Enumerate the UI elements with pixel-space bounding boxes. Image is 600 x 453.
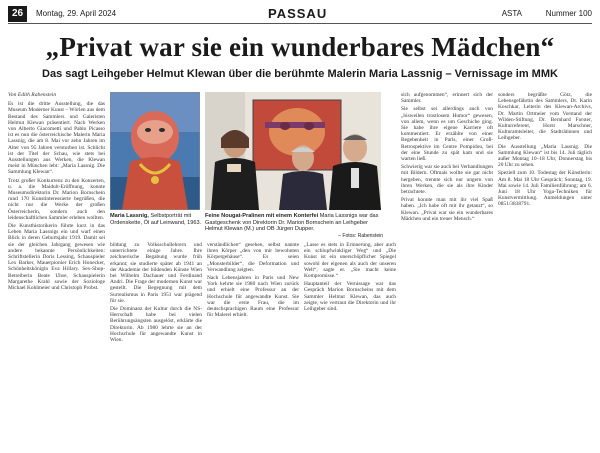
paragraph: bildung zu Volksschullehrern und unterrichtete einige Jahre. Ihre zeichnerische Begabung wurde früh erkannt; sie studierte später ab 1941 an der Akademie der bildenden Künste Wien bei Wilhelm Dachauer und Ferdinand Andri. Die Frage der modernen Kunst war gestellt. Die Begegnung mit dem Surrealismus in Paris 1951 war prägend für sie.: [110, 242, 202, 304]
text-column-2: [110, 242, 202, 448]
caption-title: Feine Nougat-Pralinen mit einem Konterfei: [205, 213, 319, 219]
article-subheadline: Das sagt Leihgeber Helmut Klewan über die berühmte Malerin Maria Lassnig – Vernissage im MMK: [42, 68, 558, 80]
paragraph: Speziell zum 10. Todestag der Künstlerin: Am 8. Mai 18 Uhr Gespräch; Sonntag, 19. Mai sowie 14. Juli Familienführung; am 6. Juni 18 Uhr Yoga-Techniken für Kunstvermittlung. Anmeldungen unter 0851/3838791.: [498, 170, 592, 208]
paragraph: Schwierig war sie auch bei Verhandlungen mit Bildern. Oftmals wollte sie gar nicht hergeben, trennte sich nur ungern von ihren Werken, die sie als ihre Kinder betrachtete.: [401, 164, 493, 196]
text-column-4: [304, 242, 396, 448]
paragraph: Es ist die dritte Ausstellung, die das Museum Moderner Kunst – Wörlen aus dem Bestand des Sammlers und Galeristen Helmut Klewan präsentiert. Nach Werken von Alberto Giacometti und Pablo Picasso ist es nun die österreichische Malerin Maria Lassnig, die am 8. Mai vor zehn Jahren im Alter von 95 Jahren verstorben ist. Schlicht ist der Titel der Schau, wie stets bei Ausstellungen aus Werken, die Klewan meist in München lebt: „Maria Lassnig. Die Sammlung Klewan“.: [8, 101, 105, 176]
text-column-6: [498, 92, 592, 448]
photo-caption-2: [205, 213, 383, 239]
paragraph: verständlichen“ gesehen, selbst nannte ihren Körper „den von mir bewohnten Körpergehäuse“. Es seien „Monsterbilder“, die Deformation und Verwandlung zeigten.: [207, 242, 299, 273]
text-column-1: [8, 92, 105, 448]
text-column-5: [401, 92, 493, 448]
caption-title: Maria Lassnig,: [110, 213, 149, 219]
header-rule: [8, 23, 592, 24]
paragraph: „Lasse es stets in Erinnerung, aber auch ein schlupfwinkliger Weg“ und „Die Kunst ist ein unerschöpflicher Spiegel sowohl der eigenen als auch der unseren Welt“, sagte er. „Sie macht keine Kompromisse.“: [304, 242, 396, 280]
paragraph: Die Kunsthistorikerin führte kurz in das Leben Maria Lassnigs ein und warf einen Blick in deren Geburtsjahr 1919. Damit sei sie der gleichen Jahrgang gewesen wie andere bekannte Persönlichkeiten: Schriftstellerin Doris Lessing, Schauspieler Lex Barker, Mauerpionier Erich Honecker, Schönheitskönigin Eva Hillary. Sex-Shop-Betreiberin Beate Uhse, Schauspielerin Margarethe Krahl sowie der Soziologe Michael Kohlmeier und Christoph Probst.: [8, 223, 105, 292]
paragraph: Die Ausstellung „Maria Lassnig. Die Sammlung Klewan“ ist bis 14. Juli täglich außer Montag 10–18 Uhr, Donnerstag bis 20 Uhr zu sehen.: [498, 143, 592, 169]
paragraph: Trotz großer Konkurrenz zu den Konzerten, u. a. die Maidult-Eröffnung, konnte Museumsdirektorin Dr. Marion Bornschein rund 170 Kunstinteressierte begrüßen, die nicht nur die Werke der großen Österreicherin, sondern auch den leidenschaftlichen Sammler erleben wollten.: [8, 177, 105, 221]
paragraph: Hauptanteil der Vernissage war das Gespräch Marion Bornscheins mit dem Sammler Helmut Klewan, das auch zeigte, wie vertraut die Direktorin und ihr Leihgeber sind.: [304, 281, 396, 313]
paragraph: sich aufgenommen“, erinnert sich der Sammler.: [401, 92, 493, 105]
paragraph: Die Dominanz der Kultur durch die NS-Herrschaft habe bei vielen Berührungsängsten ausgelöst, erklärte die Direktorin. Ab 1980 lehrte sie an der Hochschule für angewandte Kunst in Wien.: [110, 306, 202, 344]
paragraph: Sie selbst sei allerdings auch von „bisweilen trostlosem Humor“ gewesen, von allem, wenn es um Geschiche ging. Sie habe ihre eigene Karriere oft kommentiert. Er erzählte von einer Begebenheit in Paris, einer Groß-Retrospektive im Centre Pompidou, bei der eine Stunde zu spät kam und sie warten ließ.: [401, 106, 493, 163]
article-headline: „Privat war sie ein wunderbares Mädchen“: [45, 32, 555, 62]
painting-image: [110, 92, 200, 210]
caption-text: Selbstporträt mit Ordenskette, Öl auf Leinwand, 1963.: [110, 213, 202, 226]
photo-caption-1: [110, 213, 202, 226]
selfportrait-painting-photo: [110, 92, 200, 210]
page-number: 26: [8, 6, 27, 22]
issue-number: Nummer 100: [545, 9, 592, 18]
vernissage-group-photo: [205, 92, 381, 210]
page-header: [8, 6, 592, 22]
paragraph: sonders begrüßte Götz, die Lebensgefährtin des Sammlers, Dr. Karin Koschkar, Leiterin des Klewan-Archivs, Dr. Martin Ortmeier vom Vorstand der Wilden-Stiftung, Dr. Bernhard Forster, Kulturreferent, Horst Marschner, Kulturamtsleiter, die Stadträtinnen und Leihgeber.: [498, 92, 592, 142]
caption-text: Maria Lassnigs war das Gastgeschenk von Direktorin Dr. Marion Bornschein an Leihgeber Helmut Klewan (M.) und OB Jürgen Dupper.: [205, 213, 379, 233]
paragraph: Privat konnte man mit ihr viel Spaß haben. „Ich habe oft mit ihr getanzt“, so Klewan. „Privat war sie ein wunderbares Mädchen und ein treuer Mensch.“: [401, 197, 493, 222]
section-title: PASSAU: [268, 6, 328, 21]
paragraph: Nach Lebensjahren in Paris und New York kehrte sie 1980 nach Wien zurück und erhielt eine Professur an der Hochschule für angewandte Kunst. Sie war die erste Frau, die im deutschsprachigen Raum eine Professur für Malerei erhielt.: [207, 275, 299, 319]
photo-credit: – Fotos: Rabenstein: [338, 232, 383, 239]
publication-name: ASTA: [501, 9, 522, 18]
group-photo-image: [205, 92, 381, 210]
author-byline: Von Edith Rabenstein: [8, 92, 57, 98]
issue-date: Montag, 29. April 2024: [36, 9, 117, 18]
text-column-3: [207, 242, 299, 448]
